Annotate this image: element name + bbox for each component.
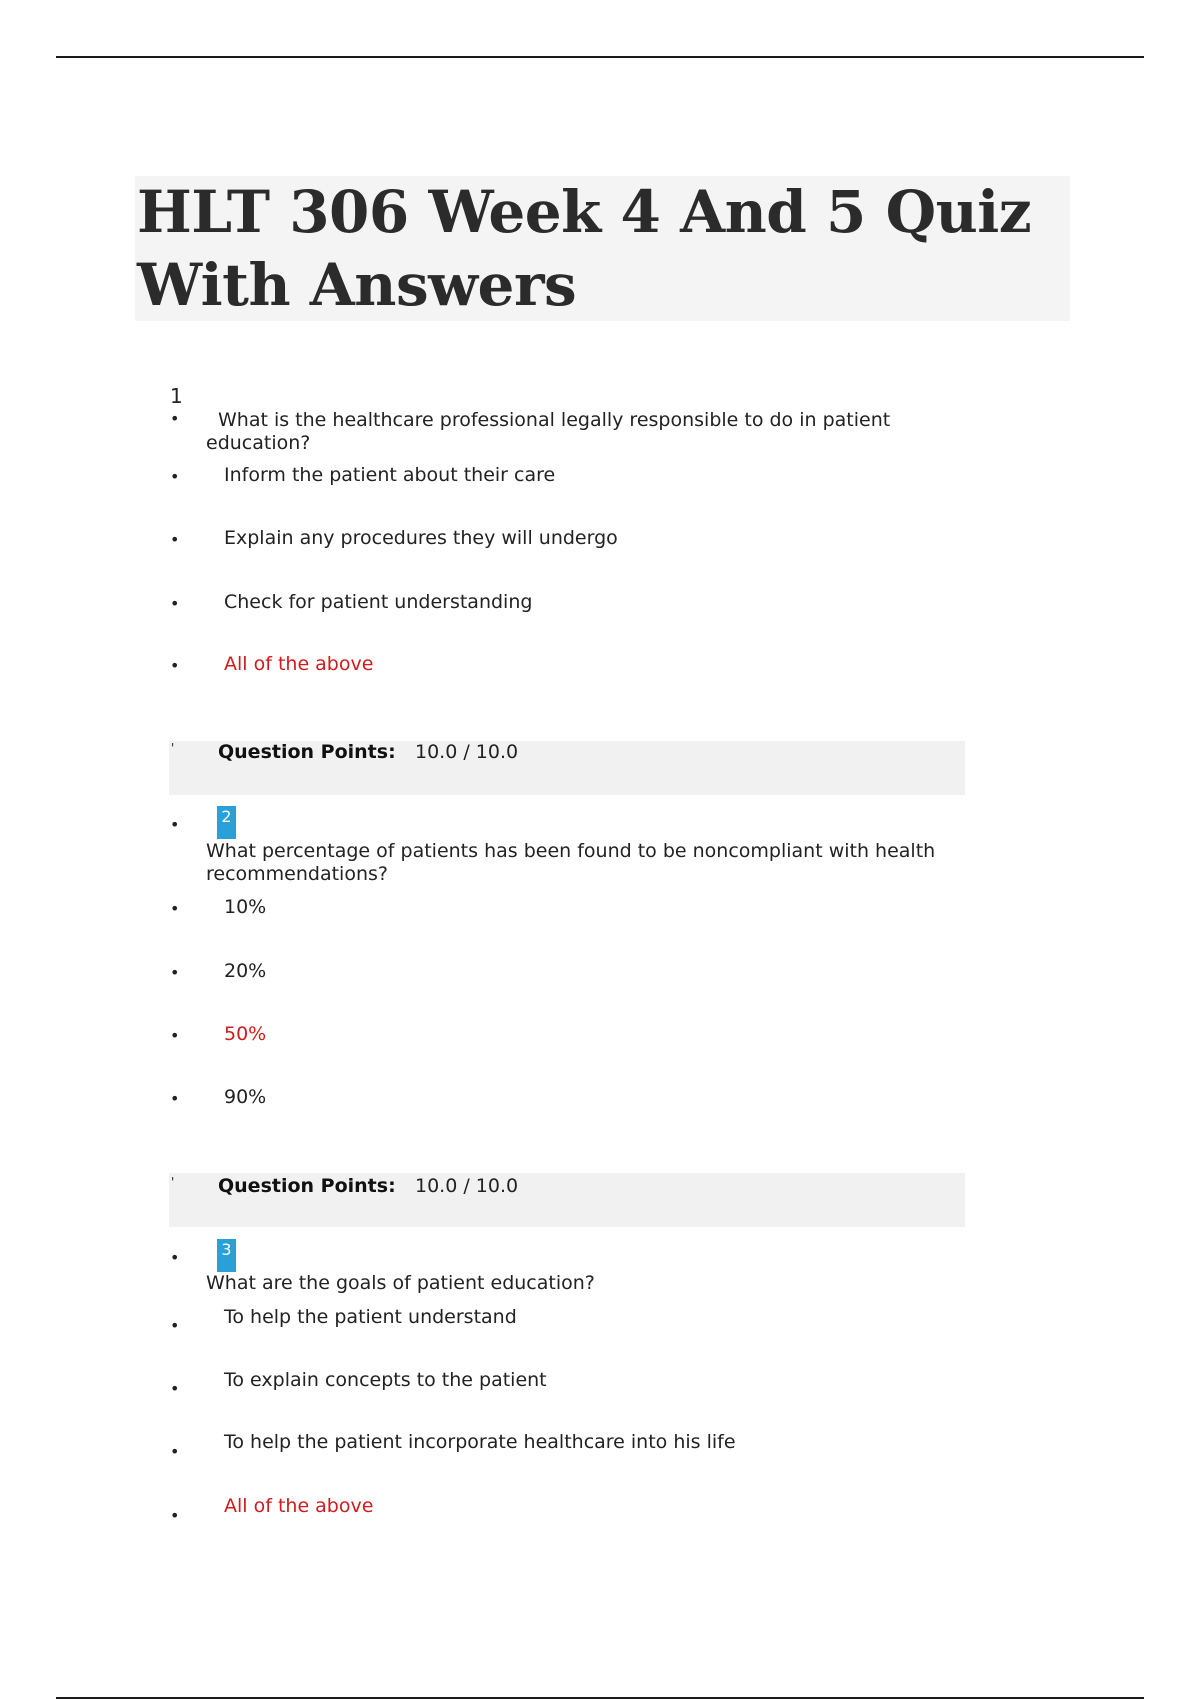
question-1-text: What is the healthcare professional legally responsible to do in patient education?: [206, 409, 891, 454]
top-rule: [56, 56, 1144, 58]
question-2-number-badge: 2: [217, 806, 236, 839]
question-1-option-b[interactable]: Explain any procedures they will undergo: [224, 527, 618, 549]
option-bullet: •: [170, 1026, 180, 1045]
bottom-rule: [56, 1697, 1144, 1699]
question-3-option-a[interactable]: To help the patient understand: [224, 1306, 517, 1328]
question-2-text: What percentage of patients has been found to be noncompliant with health recommendations?: [206, 840, 936, 885]
question-1-points-label: Question Points:: [218, 741, 396, 763]
points-tick: ': [171, 741, 175, 755]
question-3-option-b[interactable]: To explain concepts to the patient: [224, 1369, 547, 1391]
question-2-option-d[interactable]: 90%: [224, 1086, 267, 1108]
question-1-option-c[interactable]: Check for patient understanding: [224, 591, 533, 613]
option-bullet: •: [170, 1442, 180, 1461]
page-title: HLT 306 Week 4 And 5 Quiz With Answers: [137, 178, 1032, 319]
question-3-number-badge: 3: [217, 1239, 236, 1272]
question-1-number: 1: [170, 384, 183, 408]
option-bullet: •: [170, 963, 180, 982]
option-bullet: •: [170, 656, 180, 675]
option-bullet: •: [170, 530, 180, 549]
points-tick: ': [171, 1175, 175, 1189]
question-2-points-value: 10.0 / 10.0: [415, 1175, 519, 1197]
question-2-option-a[interactable]: 10%: [224, 896, 267, 918]
question-2-points-label: Question Points:: [218, 1175, 396, 1197]
option-bullet: •: [170, 1089, 180, 1108]
option-bullet: •: [170, 594, 180, 613]
option-bullet: •: [170, 899, 180, 918]
option-bullet: •: [170, 467, 180, 486]
option-bullet: •: [170, 1379, 180, 1398]
question-1-option-a[interactable]: Inform the patient about their care: [224, 464, 556, 486]
option-bullet: •: [170, 1506, 180, 1525]
question-2-option-b[interactable]: 20%: [224, 960, 267, 982]
question-3-text: What are the goals of patient education?: [206, 1272, 595, 1294]
question-1-option-d-correct[interactable]: All of the above: [224, 653, 374, 675]
option-bullet: •: [170, 1316, 180, 1335]
question-3-option-d-correct[interactable]: All of the above: [224, 1495, 374, 1517]
question-1-bullet: •: [170, 409, 180, 428]
question-3-bullet: •: [170, 1248, 180, 1267]
question-2-bullet: •: [170, 815, 180, 834]
question-2-option-c-correct[interactable]: 50%: [224, 1023, 267, 1045]
question-3-option-c[interactable]: To help the patient incorporate healthcare into his life: [224, 1431, 736, 1453]
question-1-points-value: 10.0 / 10.0: [415, 741, 519, 763]
